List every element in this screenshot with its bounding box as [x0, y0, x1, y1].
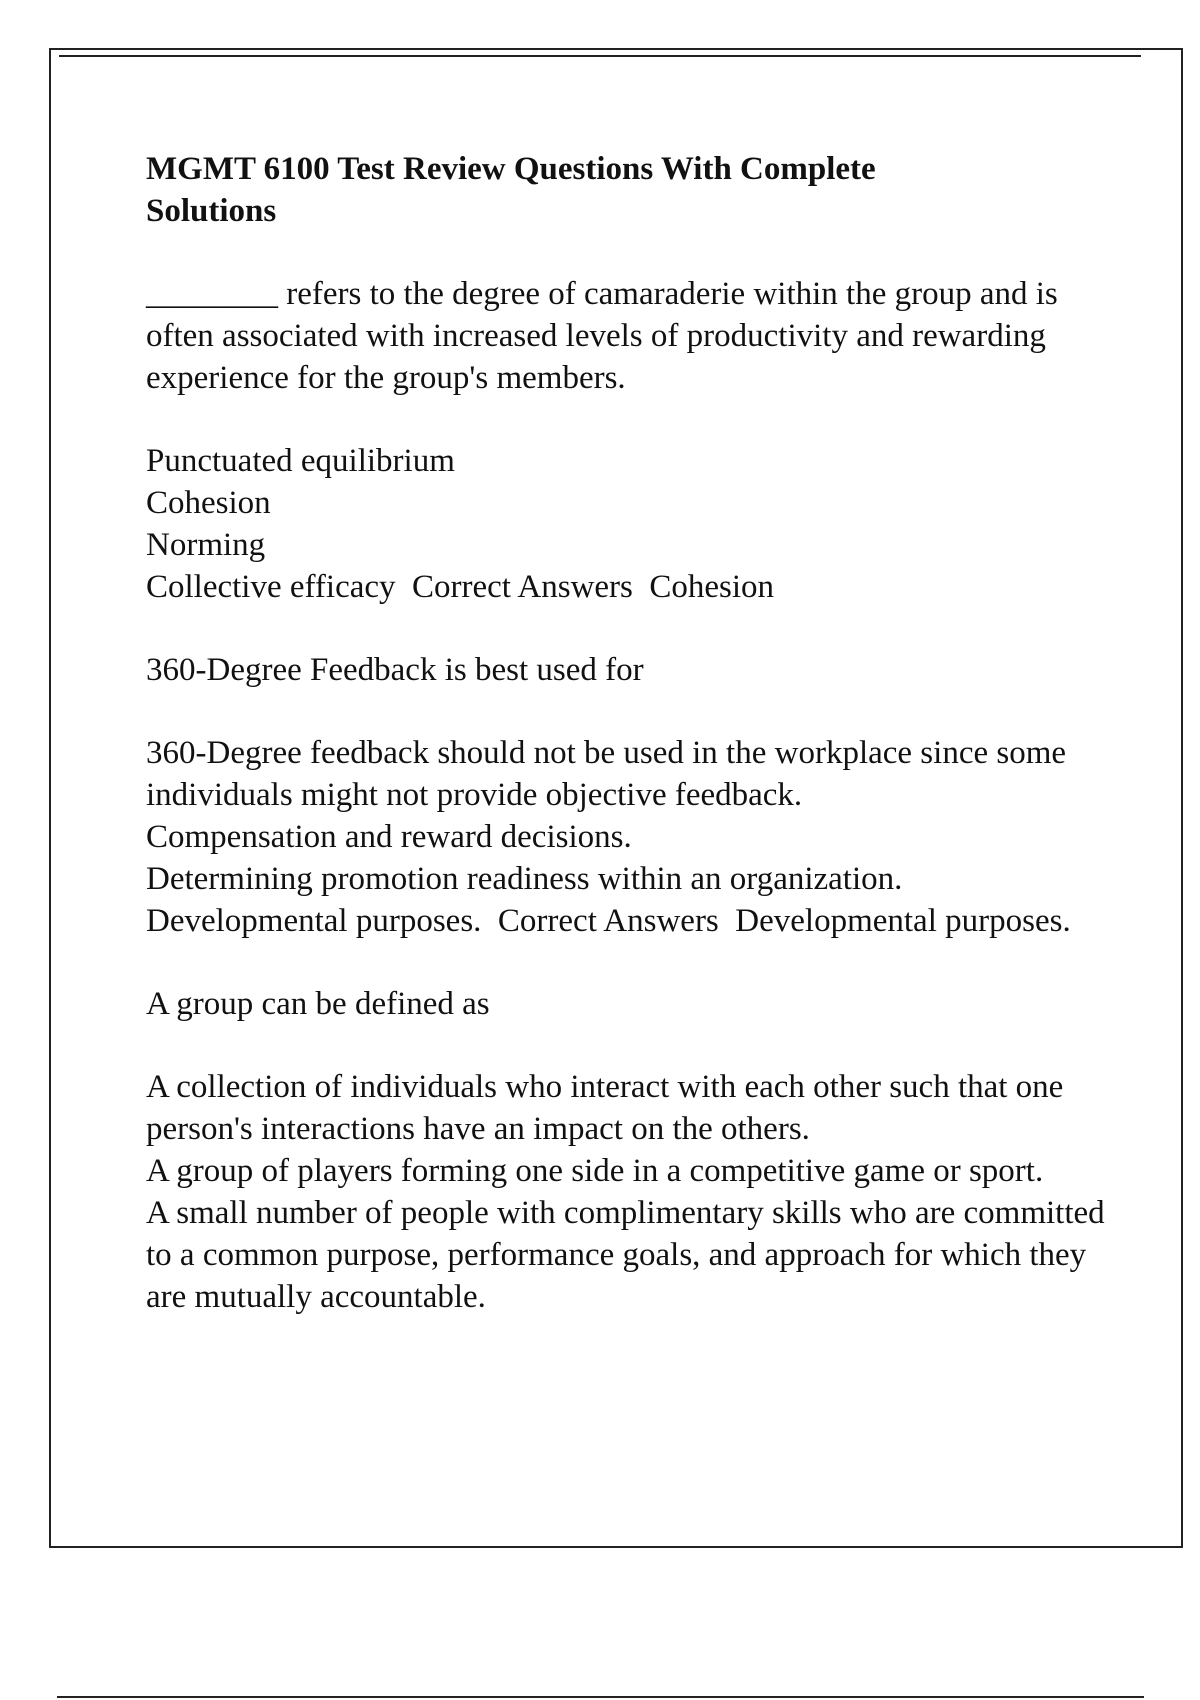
options-1	[146, 440, 1126, 608]
option-item: A group of players forming one side in a competitive game or sport.	[146, 1153, 1044, 1189]
question-text: A group can be defined as	[146, 986, 490, 1022]
question-2	[146, 649, 1126, 691]
option-item: Determining promotion readiness within an organization.	[146, 861, 903, 897]
page-frame	[49, 48, 1183, 1548]
option-item: Punctuated equilibrium	[146, 443, 455, 479]
option-item: Cohesion	[146, 485, 271, 521]
option-item-with-answer: Collective efficacy Correct Answers Cohesion	[146, 569, 775, 605]
options-3	[146, 1066, 1126, 1318]
question-text: 360-Degree Feedback is best used for	[146, 652, 644, 688]
document-title: MGMT 6100 Test Review Questions With Complete Solutions	[146, 151, 876, 229]
bottom-rule	[57, 1696, 1144, 1698]
question-3	[146, 983, 1126, 1025]
option-item: Compensation and reward decisions.	[146, 819, 632, 855]
option-item: Norming	[146, 527, 266, 563]
top-rule	[59, 55, 1141, 57]
question-text: ________ refers to the degree of camaraderie within the group and is often associated with increased levels of productivity and rewarding experience for the group's members.	[146, 276, 1067, 396]
options-2	[146, 732, 1126, 942]
option-item: A collection of individuals who interact with each other such that one person's interactions have an impact on the others.	[146, 1069, 1072, 1147]
option-item: A small number of people with complimentary skills who are committed to a common purpose, performance goals, and approach for which they are mutually accountable.	[146, 1195, 1113, 1315]
question-1	[146, 273, 1126, 399]
option-item: 360-Degree feedback should not be used in the workplace since some individuals might not provide objective feedback.	[146, 735, 1075, 813]
option-item-with-answer: Developmental purposes. Correct Answers Developmental purposes.	[146, 903, 1071, 939]
document-content	[146, 148, 1126, 1318]
